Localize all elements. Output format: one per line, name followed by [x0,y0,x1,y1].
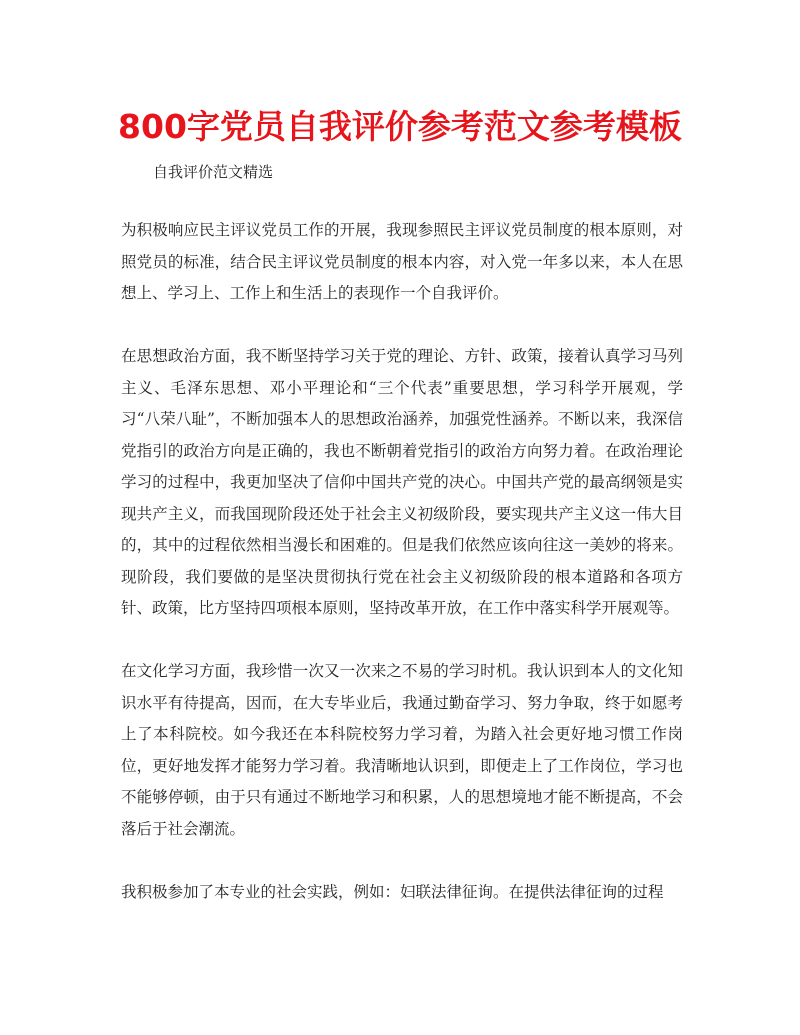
document-body [121,215,683,940]
paragraph-study: 在文化学习方面，我珍惜一次又一次来之不易的学习时机。我认识到本人的文化知识水平有待提高，因而，在大专毕业后，我通过勤奋学习、努力争取，终于如愿考上了本科院校。如今我还在本科院校努力学习着，为踏入社会更好地习惯工作岗位，更好地发挥才能努力学习着。我清晰地认识到，即便走上了工作岗位，学习也不能够停顿，由于只有通过不断地学习和积累，人的思想境地才能不断提高，不会落后于社会潮流。 [121,662,683,838]
document-subtitle: 自我评价范文精选 [153,163,274,181]
document-title: 800字党员自我评价参考范文参考模板 [118,107,682,146]
paragraph-political: 在思想政治方面，我不断坚持学习关于党的理论、方针、政策，接着认真学习马列主义、毛泽东思想、邓小平理论和“三个代表”重要思想，学习科学开展观，学习“八荣八耻”，不断加强本人的思想政治涵养，加强党性涵养。不断以来，我深信党指引的政治方向是正确的，我也不断朝着党指引的政治方向努力着。在政治理论学习的过程中，我更加坚决了信仰中国共产党的决心。中国共产党的最高纲领是实现共产主义，而我国现阶段还处于社会主义初级阶段，要实现共产主义这一伟大目的，其中的过程依然相当漫长和困难的。但是我们依然应该向往这一美妙的将来。现阶段，我们要做的是坚决贯彻执行党在社会主义初级阶段的根本道路和各项方针、政策，比方坚持四项根本原则，坚持改革开放，在工作中落实科学开展观等。 [121,347,683,617]
paragraph-practice: 我积极参加了本专业的社会实践，例如：妇联法律征询。在提供法律征询的过程 [121,882,664,901]
paragraph-intro: 为积极响应民主评议党员工作的开展，我现参照民主评议党员制度的根本原则，对照党员的标准，结合民主评议党员制度的根本内容，对入党一年多以来，本人在思想上、学习上、工作上和生活上的表现作一个自我评价。 [121,221,683,302]
